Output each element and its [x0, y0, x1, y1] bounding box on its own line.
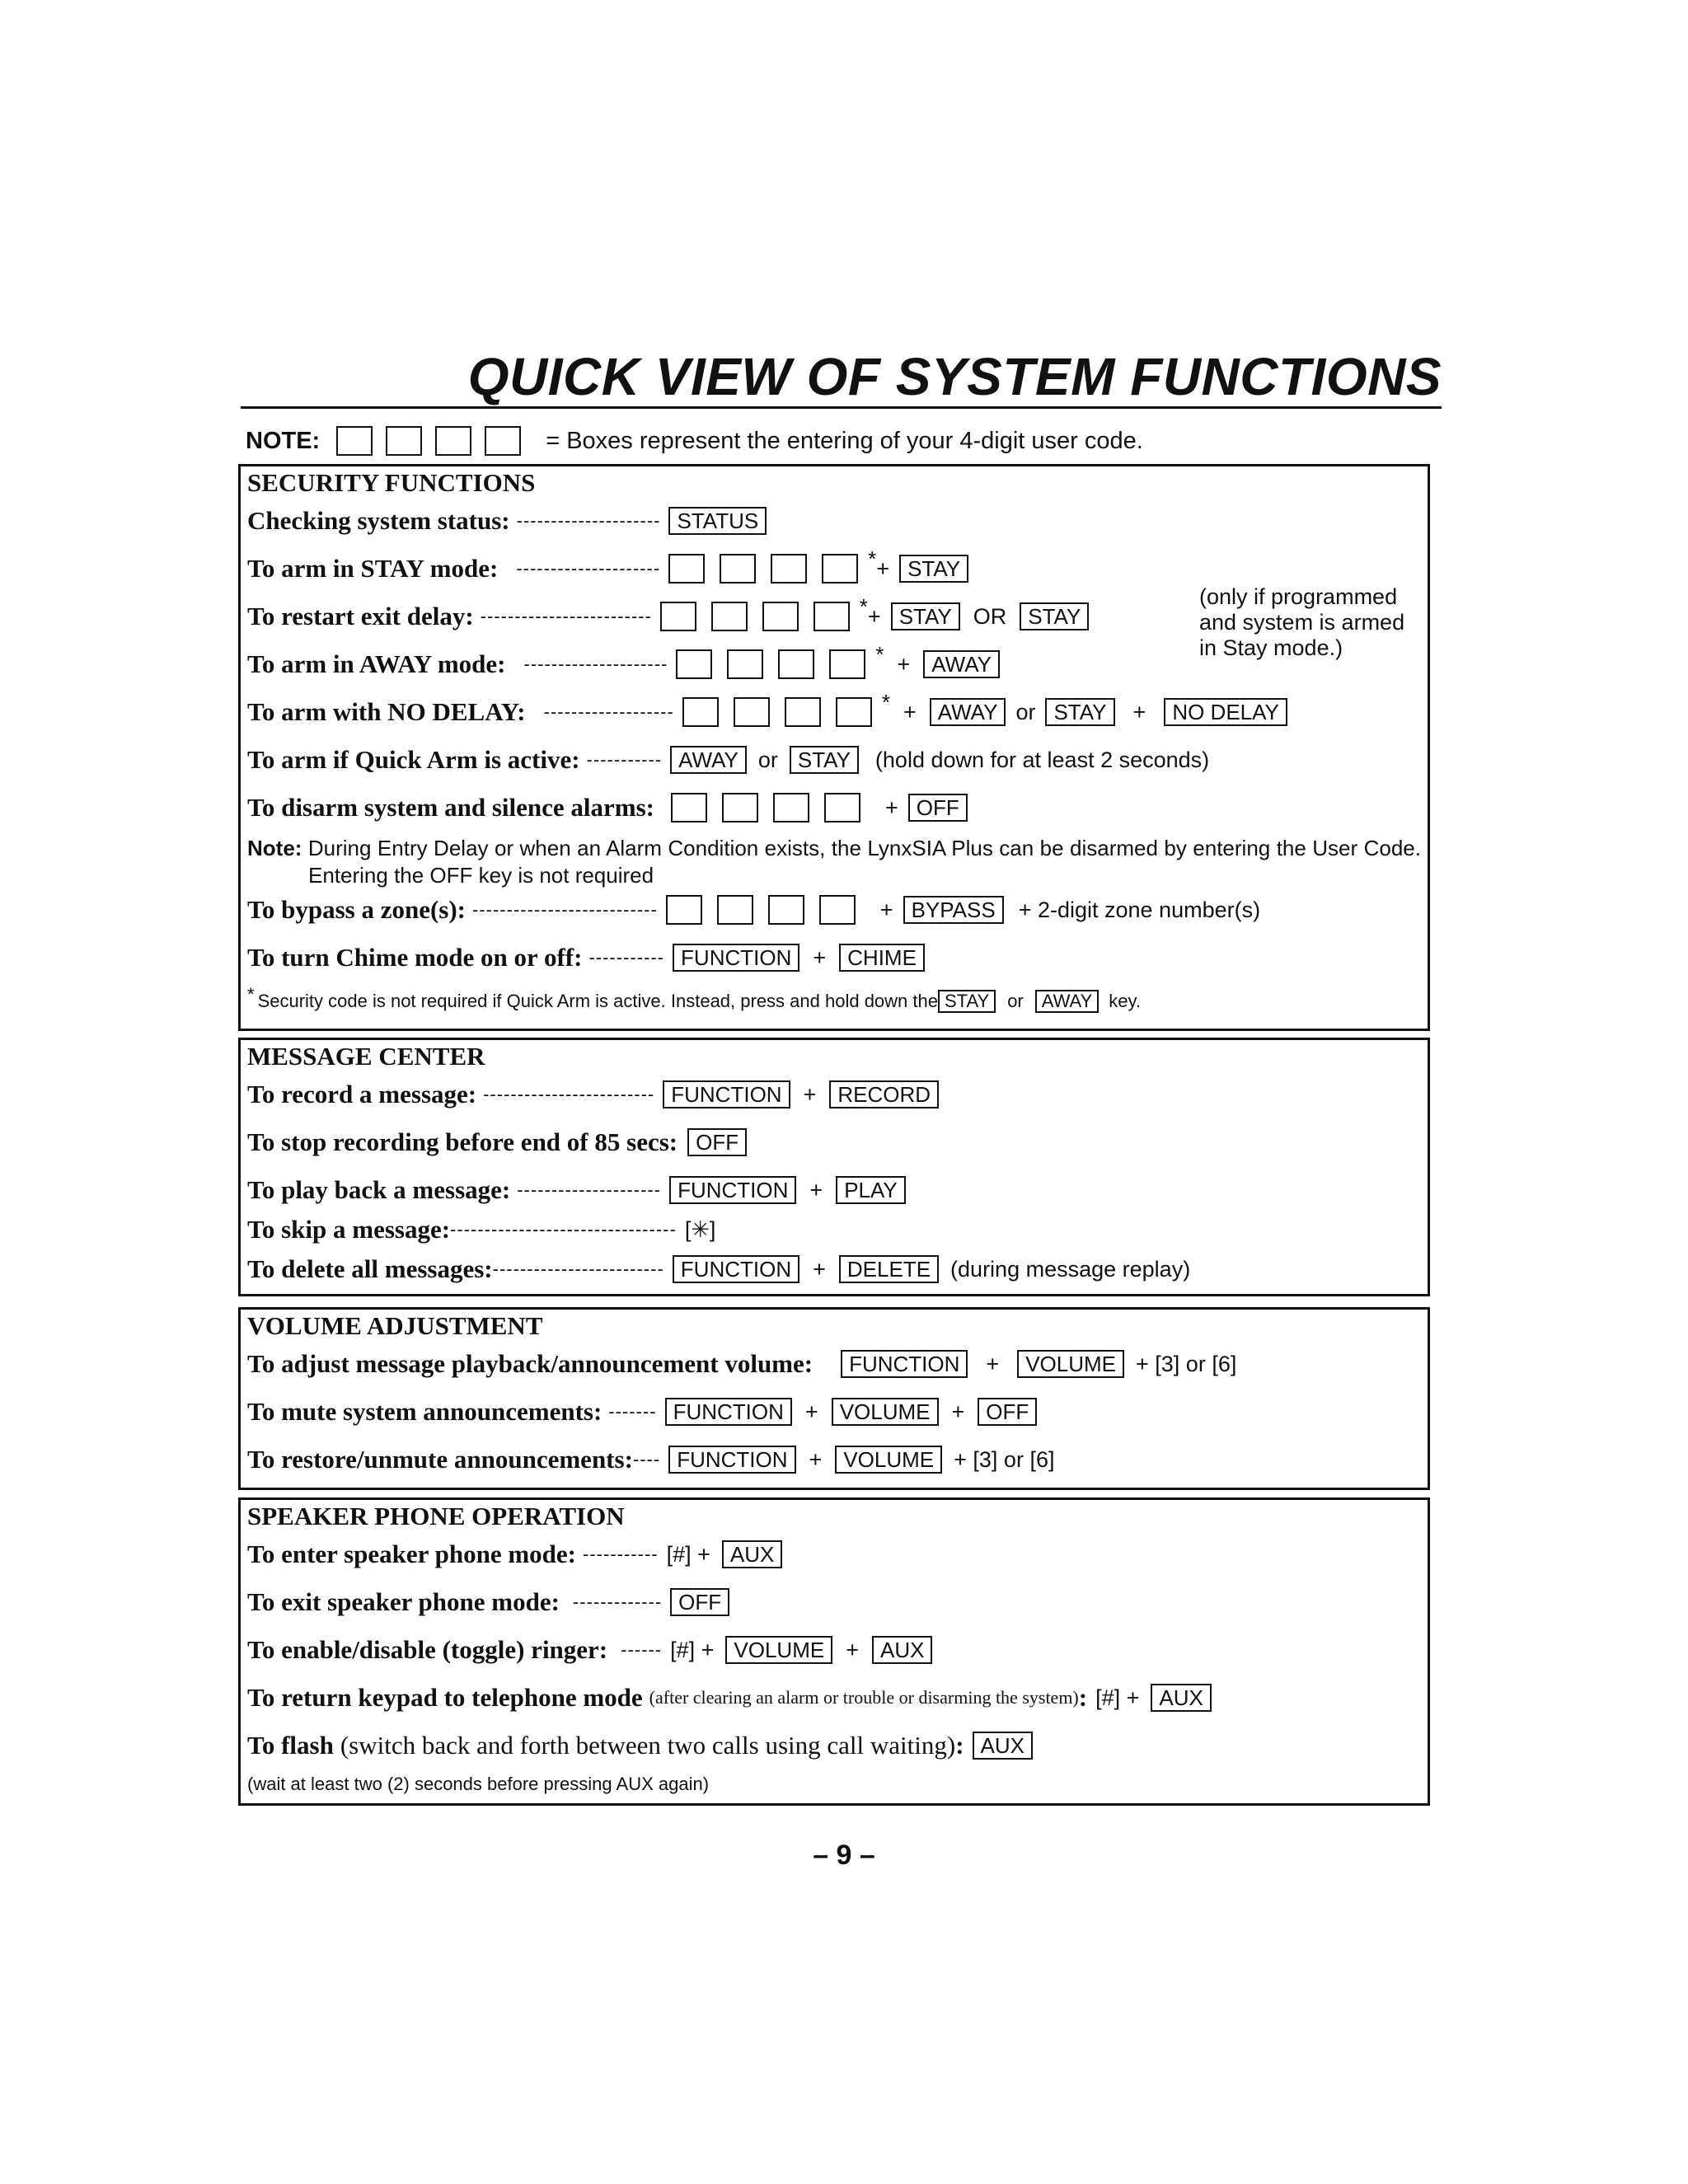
no-delay-key: NO DELAY	[1164, 698, 1287, 726]
flash-description: (switch back and forth between two calls using call waiting)	[340, 1731, 956, 1760]
mute-row	[247, 1394, 1423, 1430]
leader-dashes: -------------------------	[492, 1258, 664, 1279]
play-back-row	[247, 1172, 1423, 1208]
row-label: To restore/unmute announcements:	[247, 1445, 633, 1474]
row-label: To disarm system and silence alarms:	[247, 793, 654, 822]
aux-key: AUX	[872, 1636, 932, 1664]
code-box	[711, 602, 748, 631]
code-box	[666, 895, 702, 925]
row-label: To turn Chime mode on or off:	[247, 943, 583, 972]
row-label: To skip a message:	[247, 1215, 451, 1244]
row-label: To arm in STAY mode:	[247, 554, 499, 583]
quick-arm-row	[247, 742, 1423, 778]
leader-dashes: ---------------------	[516, 510, 661, 531]
row-label: To enable/disable (toggle) ringer:	[247, 1635, 608, 1664]
code-box	[814, 602, 850, 631]
code-box	[720, 554, 756, 583]
or-text: OR	[973, 603, 1007, 629]
stay-key: STAY	[938, 990, 996, 1013]
plus-sign: +	[803, 1081, 817, 1107]
function-key: FUNCTION	[665, 1398, 792, 1426]
code-box	[722, 793, 758, 823]
leader-dashes: -------------	[572, 1591, 663, 1612]
plus-sign: +	[809, 1177, 823, 1202]
stay-key: STAY	[1045, 698, 1114, 726]
function-key: FUNCTION	[663, 1080, 790, 1108]
code-box	[773, 793, 809, 823]
toggle-ringer-row	[247, 1632, 1423, 1668]
leader-dashes: -----------	[586, 749, 663, 770]
bypass-key: BYPASS	[903, 896, 1004, 924]
away-key: AWAY	[930, 698, 1006, 726]
row-label: To delete all messages:	[247, 1254, 493, 1283]
plus-sign: +	[986, 1351, 1000, 1376]
leader-dashes: -------------------------	[480, 606, 652, 626]
aux-key: AUX	[722, 1540, 782, 1568]
footnote-text: (wait at least two (2) seconds before pressing AUX again)	[247, 1774, 710, 1794]
row-label: To mute system announcements:	[247, 1397, 603, 1426]
aux-key: AUX	[973, 1732, 1033, 1760]
plus-sign: +	[813, 1256, 826, 1282]
code-box	[822, 554, 858, 583]
chime-row	[247, 940, 1423, 976]
arm-away-row	[247, 641, 1423, 682]
code-box	[386, 426, 422, 456]
stay-key: STAY	[891, 602, 960, 630]
leader-dashes: ----	[632, 1449, 661, 1469]
code-box	[336, 426, 373, 456]
function-key: FUNCTION	[669, 1176, 796, 1204]
off-key: OFF	[908, 794, 968, 822]
off-key: OFF	[687, 1128, 747, 1156]
code-box	[836, 697, 872, 727]
star-key: [✳]	[684, 1216, 716, 1242]
row-label: Checking system status:	[247, 506, 510, 535]
delete-row	[247, 1251, 1423, 1287]
code-box	[778, 649, 814, 679]
plus-sign: +	[903, 699, 917, 724]
leader-dashes: -----------	[583, 1544, 659, 1564]
arm-stay-row	[247, 546, 1423, 587]
disarm-row	[247, 790, 1423, 826]
code-box	[671, 793, 707, 823]
note-line	[246, 423, 1143, 459]
off-key: OFF	[978, 1398, 1037, 1426]
leader-dashes: ---------------------	[523, 654, 668, 674]
stay-key: STAY	[1020, 602, 1089, 630]
leader-dashes: -------------------------	[483, 1084, 655, 1104]
return-telephone-row	[247, 1680, 1423, 1716]
function-key: FUNCTION	[673, 1255, 799, 1283]
footnote-star: *	[859, 593, 868, 619]
code-box	[727, 649, 763, 679]
chime-key: CHIME	[839, 944, 925, 972]
off-key: OFF	[670, 1588, 729, 1616]
leader-dashes: -------	[608, 1401, 657, 1422]
plus-sign: +	[804, 1399, 818, 1424]
plus-sign: +	[879, 897, 893, 922]
hold-down-text: (hold down for at least 2 seconds)	[874, 747, 1210, 772]
flash-footnote	[247, 1770, 1423, 1798]
leader-dashes: ---------------------	[516, 558, 661, 579]
section-heading: VOLUME ADJUSTMENT	[247, 1311, 543, 1340]
row-label: To arm in AWAY mode:	[247, 649, 506, 678]
plus-sign: +	[885, 794, 898, 820]
leader-dashes: ------	[621, 1639, 663, 1660]
code-box	[717, 895, 753, 925]
return-condition-text: (after clearing an alarm or trouble or disarming the system)	[649, 1687, 1079, 1708]
code-box	[682, 697, 719, 727]
row-label: To adjust message playback/announcement volume:	[247, 1349, 814, 1378]
row-label: To record a message:	[247, 1080, 477, 1108]
row-label: To restart exit delay:	[247, 602, 474, 630]
code-box	[771, 554, 807, 583]
footnote-text: Security code is not required if Quick Arm is active. Instead, press and hold down the	[257, 991, 938, 1011]
level-options-text: + [3] or [6]	[1136, 1351, 1237, 1376]
code-box	[829, 649, 865, 679]
code-box	[768, 895, 804, 925]
or-text: or	[757, 747, 778, 772]
note-text: = Boxes represent the entering of your 4-digit user code.	[546, 427, 1143, 454]
volume-adjustment-section	[238, 1307, 1430, 1490]
stay-key: STAY	[899, 555, 968, 583]
away-key: AWAY	[1035, 990, 1100, 1013]
footnote-star: *	[875, 641, 884, 667]
volume-key: VOLUME	[835, 1446, 942, 1474]
pound-key-text: [#] +	[1095, 1685, 1140, 1710]
footnote-star: *	[247, 984, 255, 1005]
bypass-row	[247, 892, 1423, 928]
record-key: RECORD	[829, 1080, 939, 1108]
quick-arm-footnote	[247, 984, 1423, 1016]
footnote-end: key.	[1109, 991, 1141, 1011]
code-box	[485, 426, 521, 456]
code-box	[668, 554, 705, 583]
code-box	[819, 895, 856, 925]
play-key: PLAY	[836, 1176, 906, 1204]
plus-sign: +	[1132, 699, 1146, 724]
row-label: To enter speaker phone mode:	[247, 1540, 577, 1568]
volume-key: VOLUME	[1017, 1350, 1124, 1378]
adjust-volume-row	[247, 1346, 1423, 1382]
function-key: FUNCTION	[841, 1350, 968, 1378]
message-center-section	[238, 1038, 1430, 1296]
skip-row	[247, 1212, 1423, 1248]
code-box	[660, 602, 696, 631]
or-text: or	[1007, 991, 1024, 1011]
plus-sign: +	[846, 1637, 859, 1662]
stay-mode-side-note: (only if programmed and system is armed in Stay mode.)	[1199, 584, 1405, 660]
row-label: To stop recording before end of 85 secs:	[247, 1127, 678, 1156]
plus-sign: +	[951, 1399, 965, 1424]
leader-dashes: ---------------------------	[471, 899, 658, 920]
function-key: FUNCTION	[668, 1446, 795, 1474]
code-box	[762, 602, 799, 631]
status-key: STATUS	[668, 507, 767, 535]
plus-sign: +	[876, 555, 890, 581]
note-label: NOTE:	[246, 427, 321, 454]
status-row	[247, 503, 1423, 539]
pound-key-text: [#] +	[666, 1541, 710, 1567]
row-label: To arm with NO DELAY:	[247, 697, 526, 726]
colon: :	[955, 1731, 964, 1760]
away-key: AWAY	[670, 746, 747, 774]
restore-row	[247, 1441, 1423, 1478]
section-heading: MESSAGE CENTER	[247, 1042, 485, 1071]
code-box	[676, 649, 712, 679]
note-text: During Entry Delay or when an Alarm Condition exists, the LynxSIA Plus can be disarmed by entering the User Code. Entering the OFF key is not required	[307, 836, 1421, 888]
row-label: To play back a message:	[247, 1175, 511, 1204]
row-label: To exit speaker phone mode:	[247, 1587, 560, 1616]
stop-recording-row	[247, 1124, 1423, 1160]
leader-dashes: -----------	[588, 947, 665, 968]
during-replay-text: (during message replay)	[950, 1256, 1191, 1282]
arm-no-delay-row	[247, 689, 1423, 730]
zone-number-text: + 2-digit zone number(s)	[1018, 897, 1261, 922]
volume-key: VOLUME	[832, 1398, 939, 1426]
row-label: To arm if Quick Arm is active:	[247, 745, 580, 774]
plus-sign: +	[897, 651, 911, 677]
footnote-star: *	[868, 546, 877, 571]
stay-key: STAY	[790, 746, 859, 774]
flash-row	[247, 1727, 1423, 1764]
leader-dashes: -------------------	[543, 701, 674, 722]
code-box	[824, 793, 860, 823]
section-heading: SPEAKER PHONE OPERATION	[247, 1502, 625, 1530]
plus-sign: +	[813, 944, 827, 970]
footnote-star: *	[881, 689, 890, 715]
or-text: or	[1015, 699, 1036, 724]
exit-speaker-row	[247, 1584, 1423, 1620]
code-box	[785, 697, 821, 727]
code-box	[435, 426, 471, 456]
security-functions-section	[238, 464, 1430, 1031]
leader-dashes: ---------------------------------	[450, 1219, 677, 1240]
enter-speaker-row	[247, 1536, 1423, 1572]
speaker-phone-section	[238, 1497, 1430, 1806]
colon: :	[1078, 1683, 1088, 1712]
note-label: Note:	[247, 836, 302, 860]
away-key: AWAY	[923, 650, 1000, 678]
row-label: To flash	[247, 1731, 334, 1760]
row-label: To return keypad to telephone mode	[247, 1683, 643, 1712]
section-heading: SECURITY FUNCTIONS	[247, 468, 536, 497]
record-row	[247, 1076, 1423, 1113]
aux-key: AUX	[1151, 1684, 1211, 1712]
pound-key-text: [#] +	[670, 1637, 715, 1662]
function-key: FUNCTION	[673, 944, 799, 972]
volume-key: VOLUME	[725, 1636, 832, 1664]
disarm-note	[247, 835, 1421, 889]
page-title: QUICK VIEW OF SYSTEM FUNCTIONS	[467, 347, 1442, 406]
row-label: To bypass a zone(s):	[247, 895, 466, 924]
plus-sign: +	[867, 603, 881, 629]
leader-dashes: ---------------------	[517, 1179, 662, 1200]
level-options-text: + [3] or [6]	[954, 1446, 1055, 1472]
plus-sign: +	[809, 1446, 823, 1472]
delete-key: DELETE	[839, 1255, 939, 1283]
title-rule	[241, 406, 1442, 409]
page-number: – 9 –	[813, 1840, 875, 1871]
code-box	[734, 697, 770, 727]
